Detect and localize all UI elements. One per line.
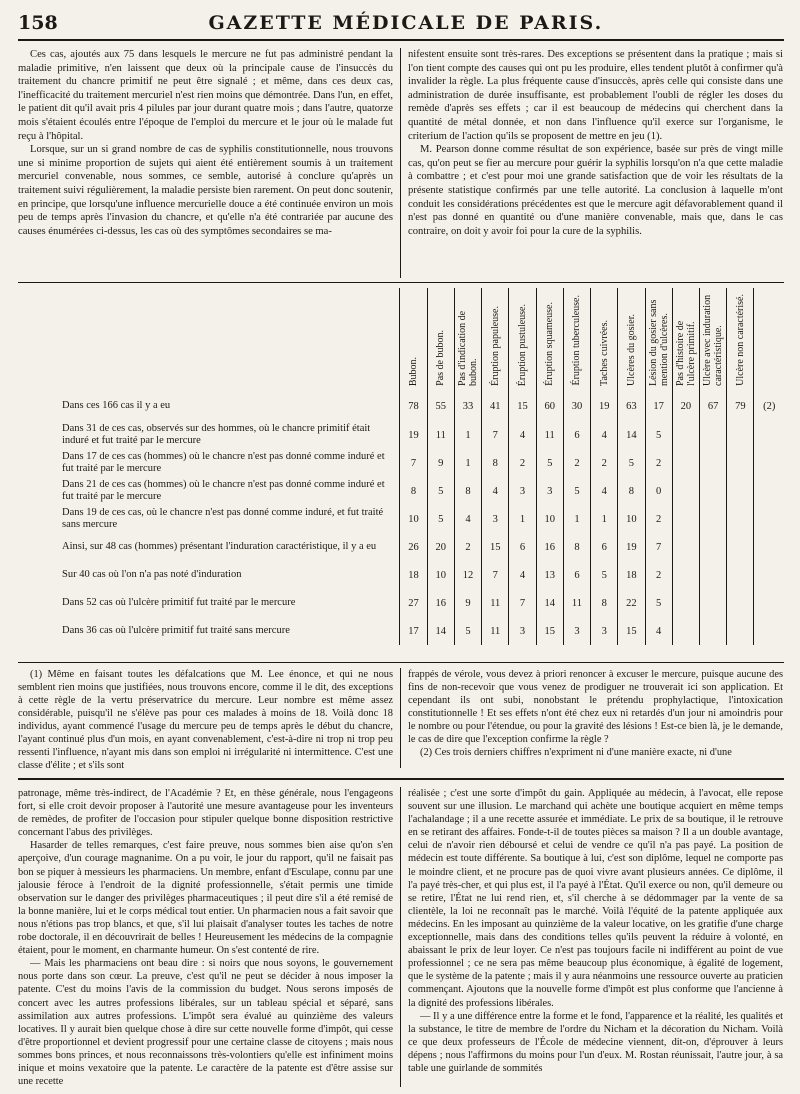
paragraph: réalisée ; c'est une sorte d'impôt du gain. Appliquée au médecin, à l'avocat, elle repose souvent sur une illusion. Le marchand qui achète une boutique acquiert en même temps l'achalandage ; il a une recette assurée et immédiate. Le prix de sa boutique, il le retrouve en se retirant des affaires. Fonde-t-il de toutes pièces sa maison ? Il a un double avantage, celui de n'avoir rien déboursé et celui de vendre ce qu'il n'a pas payé. La position de médecin est toute différente. Sa boutique à lui, c'est son diplôme, lequel ne comporte pas le moindre client, et ne procure pas de quoi vivre avant plusieurs années. Ce diplôme, il l'a payé très-cher, et qui plus est, il l'a payé à l'État. Qu'il exerce ou non, qu'il demeure ou se retire, l'État ne lui rend rien, et, s'il cherche à se dédommager par la vente de sa clientèle, la loi ne reconnaît pas le marché. Voilà l'équité de la patente appliquée aux médecins. En les imposant au quinzième de la valeur locative, on les gratifie d'une charge exceptionnelle, mais dans des conditions telles qu'ils peuvent la réduire à volonté, en abaissant le prix de leur loyer. Ce n'est pas toujours facile ni indifférent au point de vue professionnel ; ce ne sera pas même beaucoup plus économique, à égalité de logement, que le système de la patente ; mais il y aura néanmoins une ressource ouverte au praticien commençant. Ajoutons que la nouvelle forme d'impôt est plus conforme que l'ancienne à la dignité des professions libérales.: [408, 788, 783, 1009]
paragraph: — Il y a une différence entre la forme et le fond, l'apparence et la réalité, les qualités et la substance, le titre de membre de l'ordre du Nicham et la décoration du Nicham. Voilà ce que deux professeurs de l'École de médecine viennent, dit-on, d'éprouver à leurs dépens ; nous l'affirmons du moins pour l'un d'eux. M. Rostan réunissait, l'autre jour, à sa table une guirlande de sommités: [408, 1010, 783, 1074]
statistics-table: [18, 288, 784, 645]
table-header-row: [18, 288, 784, 391]
bottom-right-column: [408, 787, 783, 1087]
table-cell: 8: [400, 477, 427, 505]
table-cell: 60: [536, 391, 563, 421]
table-cell: [700, 449, 727, 477]
column-header: Bubon.: [400, 288, 427, 391]
table-cell: 3: [509, 477, 536, 505]
column-header: Pas d'indication de bubon.: [454, 288, 481, 391]
row-note: [754, 561, 784, 589]
table-cell: 4: [591, 477, 618, 505]
table-cell: [672, 477, 699, 505]
table-cell: 63: [618, 391, 645, 421]
table-cell: 0: [645, 477, 672, 505]
paragraph: patronage, même très-indirect, de l'Académie ? Et, en thèse générale, nous l'engageons fort, si elle croit devoir proposer à l'autorité une mesure avantageuse pour les inventeurs de remèdes, de profiter de l'occasion pour stipuler quelque bonne disposition restrictive concernant l'abus des privilèges.: [18, 788, 393, 839]
column-header: Pas d'histoire de l'ulcère primitif.: [672, 288, 699, 391]
table-row: [18, 477, 784, 505]
row-label: Dans 21 de ces cas (hommes) où le chancre n'est pas donné comme induré et fut traité par le mercure: [62, 478, 385, 502]
table-cell: [727, 505, 754, 533]
table-cell: 1: [563, 505, 590, 533]
table-cell: 5: [427, 505, 454, 533]
table-cell: 15: [536, 617, 563, 645]
table-cell: 7: [645, 533, 672, 561]
table-cell: 7: [482, 421, 509, 449]
table-cell: [727, 561, 754, 589]
table-cell: 11: [427, 421, 454, 449]
table-cell: 3: [591, 617, 618, 645]
table-cell: 4: [509, 421, 536, 449]
table-cell: 11: [482, 617, 509, 645]
table-cell: 2: [454, 533, 481, 561]
paragraph: nifestent ensuite sont très-rares. Des exceptions se présentent dans la pratique ; mais si l'on tient compte des causes qui ont pu les produire, elles tendent plutôt à confirmer qu'à invalider la règle. La plus fréquente cause d'insuccès, après celle qui consiste dans une administration de durée insuffisante, est probablement l'oubli de régler les doses du remède d'après ses effets ; car il est beaucoup de médecins qui cherchent dans la quantité de métal donnée, et non dans l'influence qu'il exerce sur l'organisme, le criterium de l'action qu'ils se proposent de mettre en jeu (1).: [408, 49, 783, 142]
table-cell: 7: [482, 561, 509, 589]
table-row: [18, 561, 784, 589]
top-columns: [18, 48, 784, 278]
row-label: Sur 40 cas où l'on n'a pas noté d'induration: [62, 568, 242, 580]
table-cell: [700, 421, 727, 449]
paragraph: Hasarder de telles remarques, c'est faire preuve, nous sommes bien aise qu'on s'en aperçoive, d'un courage magnanime. On a pu voir, le jour du rapport, qu'il ne faisait pas bon se piquer à messieurs les pharmaciens. Un membre, enfant d'Esculape, connu par une jalousie féroce à l'endroit de la dignité professionnelle, s'était permis une timide observation sur le danger des privilèges pharmaceutiques ; il peut dire s'il a été remisé de la bonne manière, lui et le corps médical tout entier. Un pharmacien nous a fait savoir que nous n'étions pas trop blancs, et que, s'il lui plaisait d'analyser toutes les taches de notre robe doctorale, il en découvrirait de belles ! Heureusement les médecins de la compagnie étaient, pour le moment, en charmante humeur. On s'est contenté de rire.: [18, 840, 393, 957]
footnote-2: (2) Ces trois derniers chiffres n'expriment ni d'une manière exacte, ni d'une: [420, 747, 732, 758]
table-cell: 41: [482, 391, 509, 421]
row-note: [754, 589, 784, 617]
table-row: [18, 449, 784, 477]
table-cell: 6: [563, 421, 590, 449]
table-cell: 10: [427, 561, 454, 589]
table-cell: 5: [591, 561, 618, 589]
footnote-left: [18, 668, 393, 771]
page-header: [18, 12, 784, 41]
table-cell: 2: [645, 505, 672, 533]
table-cell: 17: [645, 391, 672, 421]
row-note: [754, 617, 784, 645]
table-cell: [727, 421, 754, 449]
table-row: [18, 589, 784, 617]
table-cell: 67: [700, 391, 727, 421]
table-cell: 3: [536, 477, 563, 505]
table-cell: 1: [454, 421, 481, 449]
table-cell: 8: [454, 477, 481, 505]
footnote-right: [408, 668, 783, 768]
table-cell: 78: [400, 391, 427, 421]
table-cell: [700, 617, 727, 645]
table-cell: 7: [400, 449, 427, 477]
table-cell: 30: [563, 391, 590, 421]
paragraph: M. Pearson donne comme résultat de son expérience, basée sur près de vingt mille cas, qu'on peut se fier au mercure pour guérir la syphilis lorsqu'on n'a que cette maladie à combattre ; et c'est pour moi une grande satisfaction que de voir les résultats de la présente statistique confirmés par une telle autorité. La conclusion à laquelle m'ont conduit les considérations précédentes est que le mercure agit défavorablement quand il n'est pas donné en quantité ou d'une manière convenable, mais que, dans le cas contraire, on doit y avoir foi pour la cure de la syphilis.: [408, 144, 783, 237]
table-cell: 11: [563, 589, 590, 617]
row-label: Dans ces 166 cas il y a eu: [62, 399, 171, 411]
table-cell: [672, 561, 699, 589]
table-cell: 9: [427, 449, 454, 477]
newspaper-page: [18, 12, 784, 1088]
table-cell: 4: [591, 421, 618, 449]
table-cell: [672, 589, 699, 617]
bottom-columns: [18, 787, 784, 1087]
table-cell: 5: [645, 589, 672, 617]
table-cell: [700, 561, 727, 589]
table-cell: 2: [591, 449, 618, 477]
table-cell: 10: [536, 505, 563, 533]
table-row: [18, 421, 784, 449]
table-cell: 55: [427, 391, 454, 421]
table-cell: 11: [536, 421, 563, 449]
table-cell: 1: [591, 505, 618, 533]
table-cell: 79: [727, 391, 754, 421]
table-cell: [727, 533, 754, 561]
column-header: Lésion du gosier sans mention d'ulcères.: [645, 288, 672, 391]
table-cell: 19: [400, 421, 427, 449]
table-cell: 6: [509, 533, 536, 561]
table-row: [18, 533, 784, 561]
table-cell: 5: [454, 617, 481, 645]
row-label: Dans 19 de ces cas, où le chancre n'est pas donné comme induré, et fut traité sans mercure: [62, 506, 384, 530]
table-cell: [727, 477, 754, 505]
table-cell: 8: [563, 533, 590, 561]
row-note: [754, 505, 784, 533]
table-cell: 14: [536, 589, 563, 617]
row-label: Dans 31 de ces cas, observés sur des hommes, où le chancre primitif était induré et fut traité par le mercure: [62, 422, 371, 446]
table-cell: 4: [454, 505, 481, 533]
table-cell: 2: [645, 561, 672, 589]
top-left-column: [18, 48, 393, 278]
table-cell: 5: [645, 421, 672, 449]
table-cell: 13: [536, 561, 563, 589]
table-cell: 18: [400, 561, 427, 589]
table-cell: 7: [509, 589, 536, 617]
column-header: Éruption tuberculeuse.: [563, 288, 590, 391]
table-cell: 4: [482, 477, 509, 505]
table-cell: 15: [482, 533, 509, 561]
column-header: Pas de bubon.: [427, 288, 454, 391]
table-cell: 2: [645, 449, 672, 477]
table-cell: 10: [618, 505, 645, 533]
table-cell: [700, 477, 727, 505]
table-cell: 11: [482, 589, 509, 617]
column-header: Éruption pustuleuse.: [509, 288, 536, 391]
row-label: Dans 52 cas où l'ulcère primitif fut traité par le mercure: [62, 596, 296, 608]
table-cell: [672, 449, 699, 477]
table-cell: 17: [400, 617, 427, 645]
table-cell: [727, 617, 754, 645]
table-cell: 6: [563, 561, 590, 589]
footnote-1-continued: frappés de vérole, vous devez à priori renoncer à excuser le mercure, puisque aucune des fins de non-recevoir que vous venez de prodiguer ne trouverait ici son application. Et cependant ils ont subi, nonobstant le prétendu prophylactique, l'intoxication constitutionnelle ! Et ses effets n'ont été chez eux ni retardés d'un jour ni amoindris pour le nombre ou pour l'étendue, ou pour la gravité des lésions ! Est-ce bien là, je le demande, le cas de dire que l'exception confirme la règle ?: [408, 669, 783, 745]
table-cell: [700, 589, 727, 617]
table-cell: 19: [618, 533, 645, 561]
table-cell: 9: [454, 589, 481, 617]
table-row: [18, 617, 784, 645]
table-cell: 3: [482, 505, 509, 533]
table-cell: 12: [454, 561, 481, 589]
table-cell: 14: [427, 617, 454, 645]
table-cell: 4: [509, 561, 536, 589]
row-note: [754, 421, 784, 449]
table-cell: 2: [563, 449, 590, 477]
paragraph: Ces cas, ajoutés aux 75 dans lesquels le mercure ne fut pas administré pendant la maladie primitive, n'en laissent que deux où la principale cause de l'insuccès du traitement du chancre primitif ne peut être signalé ; et même, dans ces deux cas, l'inefficacité du traitement mercuriel n'est rien moins que démontrée. Dans l'un, en effet, le patient dit qu'il avait pris 4 pilules par jour durant quatre mois ; dans l'autre, quatorze mois s'étaient écoulés entre l'époque de l'emploi du mercure et le jour où le malade fut reçu à l'hôpital.: [18, 49, 393, 142]
row-note: (2): [754, 391, 784, 421]
table-cell: 14: [618, 421, 645, 449]
table-cell: 6: [591, 533, 618, 561]
paragraph: — Mais les pharmaciens ont beau dire : si noirs que nous soyons, le gouvernement nous porte dans son cœur. La preuve, c'est qu'il ne peut se décider à nous imposer la patente. C'est du moins l'avis de la commission du budget. Nous serons imposés de concert avec les autres professions libérales, sur un tableau spécial et séparé, sans assimilation aux autres professions. L'impôt sera évalué au quinzième des valeurs locatives. Il y aurait bien quelque chose à dire sur cette nouvelle forme d'impôt, qui cesse d'être proportionnel et devient progressif pour une certaine classe de citoyens ; mais nous sommes bons princes, et nous reconnaissons très-volontiers qu'elle est infiniment moins inique et moins vexatoire que la patente. Le caractère de la patente est d'être assise sur une recette: [18, 958, 393, 1088]
table-cell: 5: [563, 477, 590, 505]
table-cell: 27: [400, 589, 427, 617]
bottom-left-column: [18, 787, 393, 1087]
table-cell: 15: [509, 391, 536, 421]
table-cell: 16: [427, 589, 454, 617]
table-cell: 20: [427, 533, 454, 561]
table-cell: [672, 533, 699, 561]
table-cell: 4: [645, 617, 672, 645]
table-cell: 3: [509, 617, 536, 645]
column-header: Ulcère avec induration caractéristique.: [700, 288, 727, 391]
table-cell: 1: [454, 449, 481, 477]
table-row: [18, 505, 784, 533]
table-cell: [672, 617, 699, 645]
journal-title: GAZETTE MÉDICALE DE PARIS.: [208, 12, 604, 34]
footnote-columns: [18, 668, 784, 771]
table-cell: [672, 421, 699, 449]
table-cell: 15: [618, 617, 645, 645]
table-cell: 19: [591, 391, 618, 421]
row-note: [754, 477, 784, 505]
table-cell: 1: [509, 505, 536, 533]
table-cell: 8: [482, 449, 509, 477]
row-note: [754, 533, 784, 561]
table-cell: [727, 449, 754, 477]
table-cell: 20: [672, 391, 699, 421]
paragraph: Lorsque, sur un si grand nombre de cas de syphilis constitutionnelle, nous trouvons une si minime proportion de sujets qui aient été entièrement soumis à un traitement mercuriel convenable, nous sommes, ce semble, autorisé à conclure qu'après un traitement suivi régulièrement, la maladie persiste bien rarement. On peut donc soutenir, en principe, que lorsqu'une influence mercurielle douce a été continuée environ un mois peu de temps après l'invasion du chancre, et qu'elle n'a été contrariée par aucune des causes énumérées ci-dessus, les cas où des symptômes secondaires se ma-: [18, 144, 393, 237]
table-cell: 16: [536, 533, 563, 561]
table-cell: 18: [618, 561, 645, 589]
top-right-column: [408, 48, 783, 278]
table-cell: 3: [563, 617, 590, 645]
table-cell: 8: [591, 589, 618, 617]
row-label: Dans 17 de ces cas (hommes) où le chancre n'est pas donné comme induré et fut traité par le mercure: [62, 450, 385, 474]
table-cell: 10: [400, 505, 427, 533]
column-header: Ulcère non caractérisé.: [727, 288, 754, 391]
table-cell: [727, 589, 754, 617]
table-cell: [700, 505, 727, 533]
table-cell: 2: [509, 449, 536, 477]
row-note: [754, 449, 784, 477]
column-header: Éruption squameuse.: [536, 288, 563, 391]
table-cell: [672, 505, 699, 533]
table-cell: 5: [618, 449, 645, 477]
table-cell: 5: [536, 449, 563, 477]
row-label: Ainsi, sur 48 cas (hommes) présentant l'induration caractéristique, il y a eu: [62, 540, 377, 552]
table-cell: 26: [400, 533, 427, 561]
column-header: Ulcères du gosier.: [618, 288, 645, 391]
table-cell: 5: [427, 477, 454, 505]
table-cell: 33: [454, 391, 481, 421]
page-number: 158: [18, 12, 58, 34]
table-cell: 8: [618, 477, 645, 505]
table-cell: 22: [618, 589, 645, 617]
column-header: Taches cuivrées.: [591, 288, 618, 391]
row-label: Dans 36 cas où l'ulcère primitif fut traité sans mercure: [62, 624, 290, 636]
table-cell: [700, 533, 727, 561]
column-header: Éruption papuleuse.: [482, 288, 509, 391]
footnote-1: (1) Même en faisant toutes les défalcations que M. Lee énonce, et qui ne nous semblent rien moins que justifiées, nous trouvons encore, comme il le dit, des exceptions à cette règle de la vertu préservatrice du mercure. Leur nombre est même assez considérable, puisqu'il ne s'élève pas pour ces malades à moins de 18. Voilà donc 18 individus, ayant commencé l'usage du mercure peu de temps après le début du chancre, l'ayant continué plus d'un mois, en ayant convenablement, c'est-à-dire ni trop ni trop peu ressenti l'influence, n'ayant mis dans son emploi ni irrégularité ni intermittence. C'est une classe d'élite ; et s'ils sont: [18, 669, 393, 771]
table-row: [18, 391, 784, 421]
